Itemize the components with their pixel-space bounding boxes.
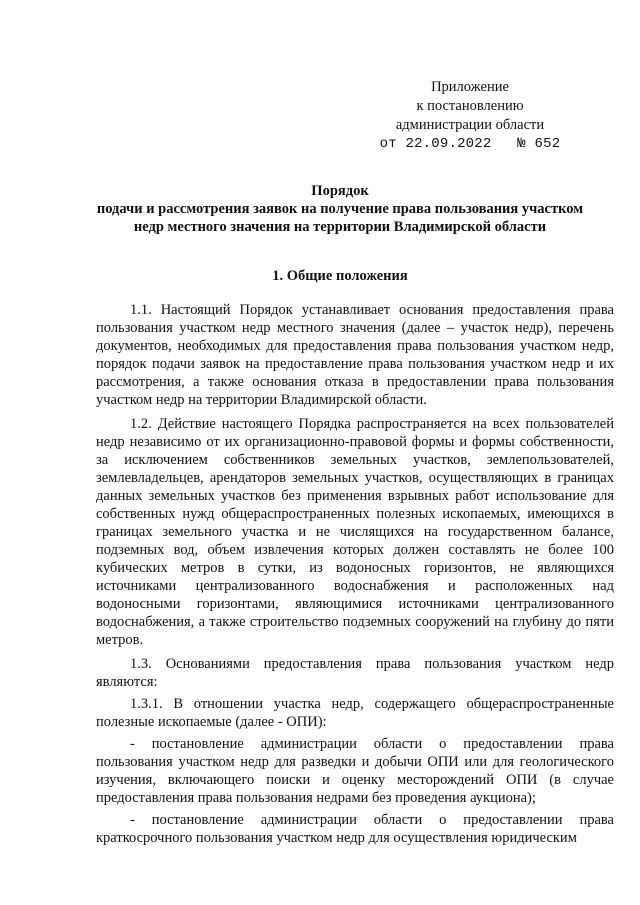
bullet-item: - постановление администрации области о предоставлении права пользования участком недр для разведки и добычи ОПИ или для геологического изучения, включающего поиски и оценку месторождений ОПИ (в случае предоставления права пользования недрами без проведения аукциона); [96, 736, 614, 806]
paragraph-1-3-1: 1.3.1. В отношении участка недр, содержащего общераспространенные полезные ископаемые (далее - ОПИ): [96, 696, 614, 730]
approval-block [372, 78, 568, 154]
paragraph-1-2: 1.2. Действие настоящего Порядка распространяется на всех пользователей недр независимо от их организационно-правовой формы и формы собственности, за исключением собственников земельных участков, землепользователей, землевладельцев, арендаторов земельных участков, осуществляющих в границах данных земельных участков без применения взрывных работ использование для собственных нужд общераспространенных полезных ископаемых, имеющихся в границах земельного участка и не числящихся на государственном балансе, подземных вод, объем извлечения которых должен составлять не более 100 кубических метров в сутки, из водоносных горизонтов, не являющихся источниками централизованного водоснабжения и расположенных над водоносными горизонтами, являющимися источниками централизованного водоснабжения, а также строительство подземных сооружений на глубину до пяти метров. [96, 416, 614, 648]
bullet-item: - постановление администрации области о предоставлении права краткосрочного пользования участком недр для осуществления юридическим [96, 812, 614, 846]
title-line-2: подачи и рассмотрения заявок на получение права пользования участком [96, 201, 584, 217]
approval-line-administration: администрации области [395, 117, 545, 133]
title-line-1: Порядок [311, 183, 369, 199]
paragraph-1-3: 1.3. Основаниями предоставления права пользования участком недр являются: [96, 656, 614, 690]
approval-line-appendix: Приложение [431, 79, 509, 95]
section-heading: 1. Общие положения [272, 268, 408, 284]
paragraph-1-1: 1.1. Настоящий Порядок устанавливает основания предоставления права пользования участком недр местного значения (далее – участок недр), перечень документов, необходимых для предоставления права пользования участком недр, порядок подачи заявок на предоставление права пользования участком недр и их рассмотрения, а также основания отказа в предоставлении права пользования участком недр на территории Владимирской области. [96, 302, 614, 408]
approval-line-resolution: к постановлению [416, 98, 524, 114]
approval-date-number: от 22.09.2022 № 652 [379, 136, 561, 152]
document-body [96, 301, 614, 851]
title-line-3: недр местного значения на территории Владимирской области [133, 219, 547, 235]
document-title [60, 182, 620, 236]
